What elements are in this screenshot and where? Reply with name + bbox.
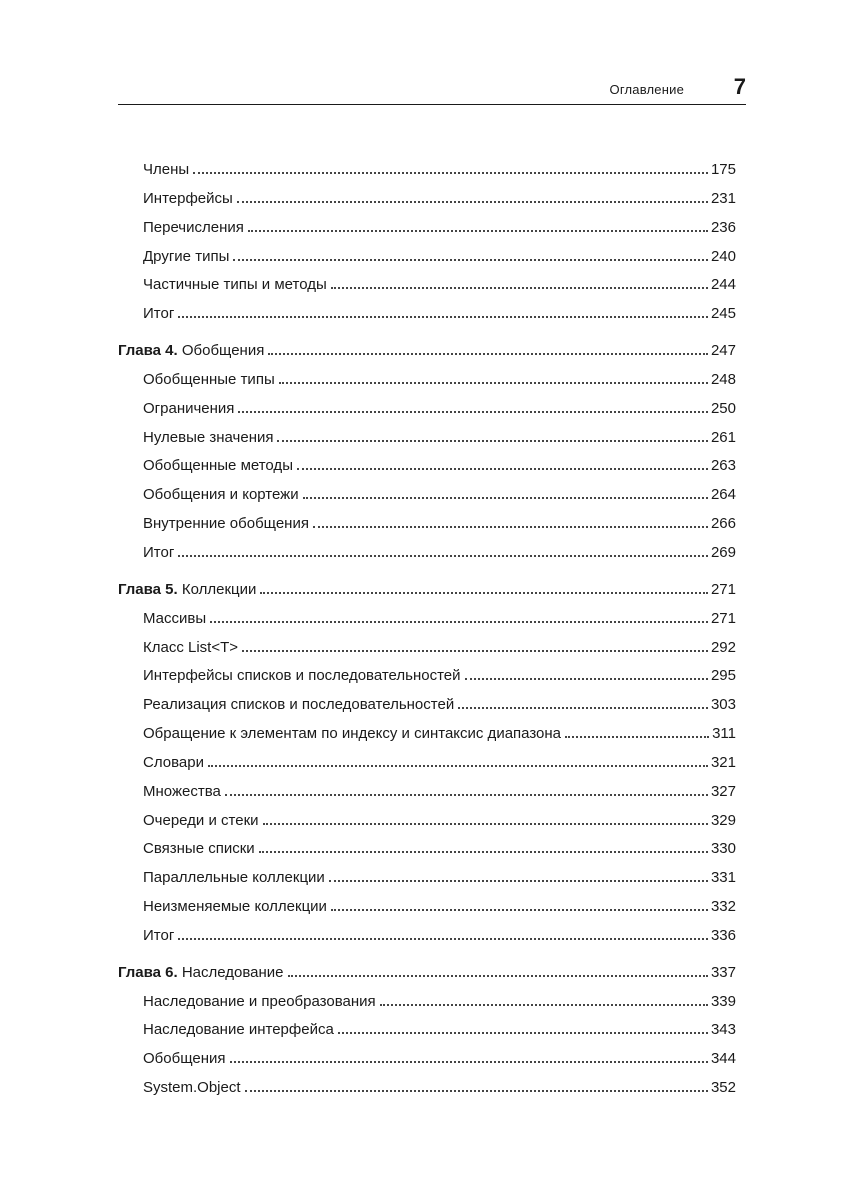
toc-page-number: 263 [710, 457, 736, 475]
toc-page-number: 231 [710, 189, 736, 207]
toc-section-entry[interactable] [118, 368, 736, 397]
toc-section-entry[interactable] [118, 273, 736, 302]
dot-leader [380, 990, 708, 1006]
toc-section-entry[interactable] [118, 895, 736, 924]
dot-leader [242, 636, 708, 652]
toc-section-entry[interactable] [118, 664, 736, 693]
toc-entry-label [118, 964, 288, 981]
toc-entry-label: Обращение к элементам по индексу и синтаксис диапазона [143, 725, 562, 743]
toc-page-number: 343 [710, 1021, 736, 1039]
dot-leader [245, 1076, 708, 1092]
header-rule [118, 104, 746, 105]
toc-section-entry[interactable] [118, 512, 736, 541]
dot-leader [297, 454, 708, 470]
chapter-number: Глава 6. [118, 963, 178, 981]
dot-leader [329, 866, 708, 882]
toc-section-entry[interactable] [118, 216, 736, 245]
table-of-contents [118, 158, 736, 1105]
dot-leader [208, 751, 708, 767]
toc-section-entry[interactable] [118, 924, 736, 953]
toc-page-number: 303 [710, 696, 736, 714]
toc-entry-label: Внутренние обобщения [143, 515, 309, 533]
toc-entry-label: Ограничения [143, 399, 235, 417]
toc-entry-label: Перечисления [143, 218, 244, 236]
toc-entry-label: Итог [143, 543, 175, 561]
toc-page-number: 271 [710, 580, 736, 598]
toc-page-number: 247 [710, 342, 736, 360]
toc-entry-label: Обобщения [143, 1050, 226, 1068]
toc-page-number: 331 [710, 869, 736, 887]
dot-leader [259, 837, 708, 853]
toc-entry-label: Множества [143, 782, 221, 800]
dot-leader [193, 158, 708, 174]
chapter-title: Наследование [181, 963, 284, 981]
toc-page-number: 250 [710, 399, 736, 417]
toc-section-entry[interactable] [118, 722, 736, 751]
page-number: 7 [733, 74, 746, 99]
toc-entry-label: Реализация списков и последовательностей [143, 696, 455, 714]
toc-entry-label: Обобщенные методы [143, 457, 293, 475]
toc-entry-label: Члены [143, 161, 190, 178]
toc-entry-label: Наследование интерфейса [143, 1021, 334, 1039]
dot-leader [313, 512, 708, 528]
toc-section-entry[interactable] [118, 454, 736, 483]
dot-leader [178, 541, 708, 557]
toc-page-number: 321 [710, 753, 736, 771]
dot-leader [279, 368, 708, 384]
toc-chapter-entry[interactable] [118, 578, 736, 607]
toc-page-number: 330 [710, 840, 736, 858]
dot-leader [458, 693, 708, 709]
toc-entry-label: Итог [143, 926, 175, 944]
toc-page-number: 292 [710, 638, 736, 656]
toc-page-number: 352 [710, 1079, 736, 1097]
toc-entry-label: Интерфейсы [143, 189, 233, 207]
toc-page-number: 295 [710, 667, 736, 685]
toc-chapter-entry[interactable] [118, 961, 736, 990]
toc-chapter-entry[interactable] [118, 339, 736, 368]
dot-leader [237, 187, 708, 203]
dot-leader [565, 722, 709, 738]
dot-leader [263, 809, 708, 825]
dot-leader [210, 607, 708, 623]
chapter-title: Обобщения [181, 342, 265, 360]
toc-section-entry[interactable] [118, 837, 736, 866]
toc-entry-label: Массивы [143, 609, 207, 627]
toc-entry-label: Итог [143, 305, 175, 323]
toc-page-number: 266 [710, 515, 736, 533]
dot-leader [260, 578, 708, 594]
toc-entry-label [118, 581, 260, 598]
toc-entry-label: Частичные типы и методы [143, 276, 327, 294]
dot-leader [233, 245, 708, 261]
toc-section-entry[interactable] [118, 187, 736, 216]
toc-section-entry[interactable] [118, 245, 736, 274]
toc-section-entry[interactable] [118, 693, 736, 722]
toc-page-number: 236 [710, 218, 736, 236]
toc-entry-label: Словари [143, 753, 204, 771]
toc-entry-label: Связные списки [143, 840, 255, 858]
toc-page-number: 344 [710, 1050, 736, 1068]
toc-entry-label: Обобщения и кортежи [143, 486, 299, 504]
dot-leader [268, 339, 708, 355]
dot-leader [277, 426, 707, 442]
dot-leader [303, 483, 708, 499]
dot-leader [178, 302, 708, 318]
toc-entry-label: Класс List<T> [143, 638, 239, 656]
toc-section-entry[interactable] [118, 302, 736, 331]
toc-section-entry[interactable] [118, 636, 736, 665]
dot-leader [178, 924, 708, 940]
toc-page-number: 261 [710, 428, 736, 446]
toc-page-number: 336 [710, 926, 736, 944]
toc-section-entry[interactable] [118, 1076, 736, 1105]
chapter-number: Глава 4. [118, 342, 178, 360]
toc-entry-label: Интерфейсы списков и последовательностей [143, 667, 461, 685]
toc-page-number: 245 [710, 305, 736, 323]
toc-entry-label: Очереди и стеки [143, 811, 259, 829]
toc-page-number: 248 [710, 370, 736, 388]
toc-page-number: 311 [712, 725, 736, 743]
chapter-number: Глава 5. [118, 580, 178, 598]
toc-entry-label: Другие типы [143, 247, 230, 265]
dot-leader [238, 397, 708, 413]
toc-page-number: 244 [710, 276, 736, 294]
dot-leader [288, 961, 708, 977]
toc-page-number: 329 [710, 811, 736, 829]
dot-leader [248, 216, 708, 232]
toc-section-entry[interactable] [118, 1018, 736, 1047]
running-header [118, 74, 746, 104]
toc-section-entry[interactable] [118, 541, 736, 570]
toc-page-number: 269 [710, 543, 736, 561]
dot-leader [465, 664, 708, 680]
toc-page-number: 339 [710, 992, 736, 1010]
dot-leader [230, 1047, 708, 1063]
toc-page-number: 271 [710, 609, 736, 627]
dot-leader [338, 1018, 708, 1034]
toc-entry-label: Нулевые значения [143, 428, 274, 446]
dot-leader [331, 273, 708, 289]
toc-section-entry[interactable] [118, 1047, 736, 1076]
toc-entry-label: Наследование и преобразования [143, 992, 376, 1010]
toc-page-number: 175 [710, 161, 736, 178]
toc-section-entry[interactable] [118, 426, 736, 455]
toc-section-entry[interactable] [118, 780, 736, 809]
toc-entry-label: System.Object [143, 1079, 241, 1097]
toc-section-entry[interactable] [118, 607, 736, 636]
toc-section-entry[interactable] [118, 866, 736, 895]
toc-page-number: 240 [710, 247, 736, 265]
toc-section-entry[interactable] [118, 809, 736, 838]
dot-leader [331, 895, 708, 911]
toc-page-number: 332 [710, 898, 736, 916]
toc-section-entry[interactable] [118, 751, 736, 780]
toc-entry-label: Параллельные коллекции [143, 869, 325, 887]
toc-page-number: 327 [710, 782, 736, 800]
toc-entry-label [118, 342, 268, 359]
toc-section-entry[interactable] [118, 397, 736, 426]
toc-page-number: 337 [710, 963, 736, 981]
toc-page-number: 264 [710, 486, 736, 504]
toc-entry-label: Обобщенные типы [143, 370, 275, 388]
running-header-title: Оглавление [609, 82, 684, 97]
toc-section-entry[interactable] [118, 483, 736, 512]
dot-leader [225, 780, 708, 796]
toc-section-entry[interactable] [118, 158, 736, 187]
toc-section-entry[interactable] [118, 990, 736, 1019]
toc-entry-label: Неизменяемые коллекции [143, 898, 327, 916]
chapter-title: Коллекции [181, 580, 257, 598]
